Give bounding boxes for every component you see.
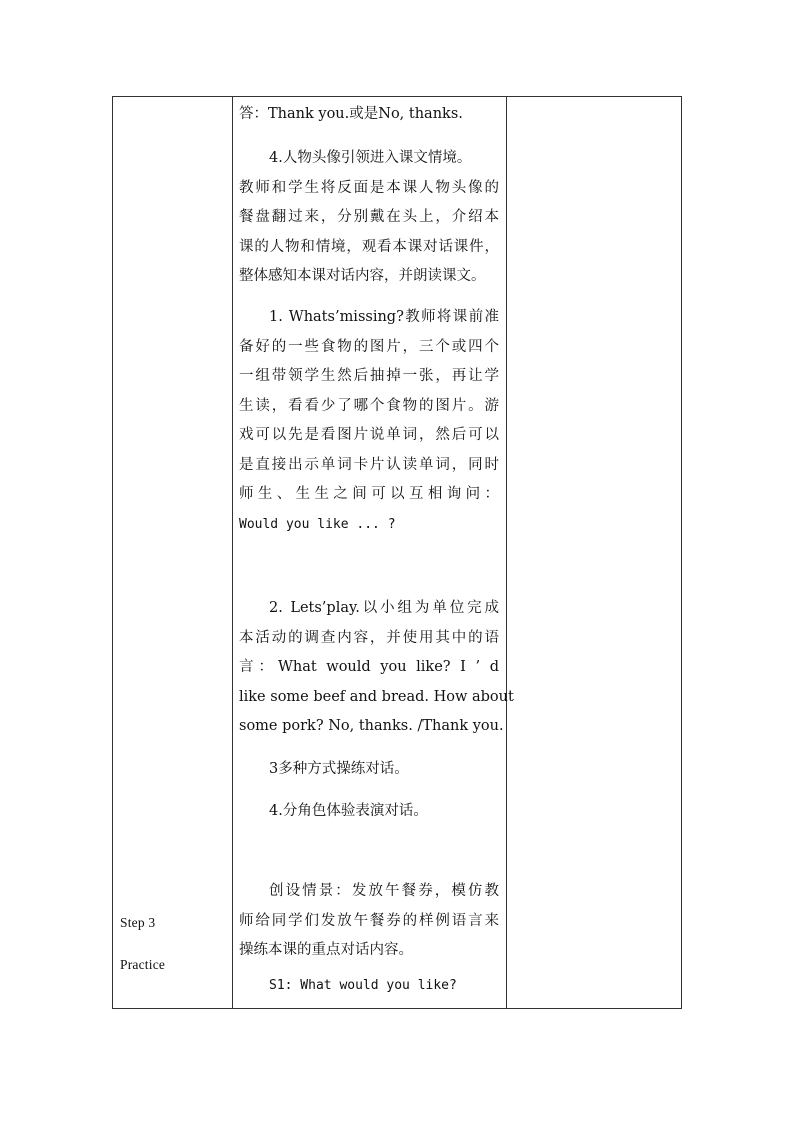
step-column-cell [113, 97, 233, 1009]
table-row [113, 97, 682, 1009]
paragraph-whats-missing: 1. Whats’missing?教师将课前准 备好的一些食物的图片，三个或四个 一组带领学生然后抽掉一张，再让学 生读，看看少了哪个食物的图片。游 戏可以先是看图片说单词，然后可以 是直接出示单词卡片认读单词，同时 师生、生生之间可以互相询问： Would you like ... ? [239, 309, 499, 532]
paragraph-lunch-coupons: 创设情景：发放午餐券，模仿教 师给同学们发放午餐券的样例语言来 操练本课的重点对话内容。 [239, 883, 499, 958]
paragraph-practice-dialogue: 3多种方式操练对话。 [269, 761, 409, 777]
paragraph-character-avatars: 4.人物头像引领进入课文情境。 教师和学生将反面是本课人物头像的 餐盘翻过来，分别戴在头上，介绍本 课的人物和情境，观看本课对话课件， 整体感知本课对话内容，并朗读课文。 [239, 150, 499, 284]
lesson-plan-table [112, 96, 682, 1009]
step-label: Step 3 [120, 915, 156, 930]
practice-label: Practice [120, 957, 166, 972]
content-body [233, 97, 514, 1008]
answer-paragraph: 答：Thank you.或是No, thanks. [239, 106, 463, 122]
paragraph-role-play: 4.分角色体验表演对话。 [269, 803, 428, 819]
notes-column-cell [507, 97, 682, 1009]
paragraph-lets-play: 2. Lets’play.以小组为单位完成 本活动的调查内容，并使用其中的语 言：What would you like? I ’ d like some beef and bread. How about some pork? No, thanks. /Thank you. [239, 600, 514, 734]
content-column-cell [233, 97, 514, 1009]
paragraph-dialogue-s1: S1: What would you like? [269, 978, 457, 993]
